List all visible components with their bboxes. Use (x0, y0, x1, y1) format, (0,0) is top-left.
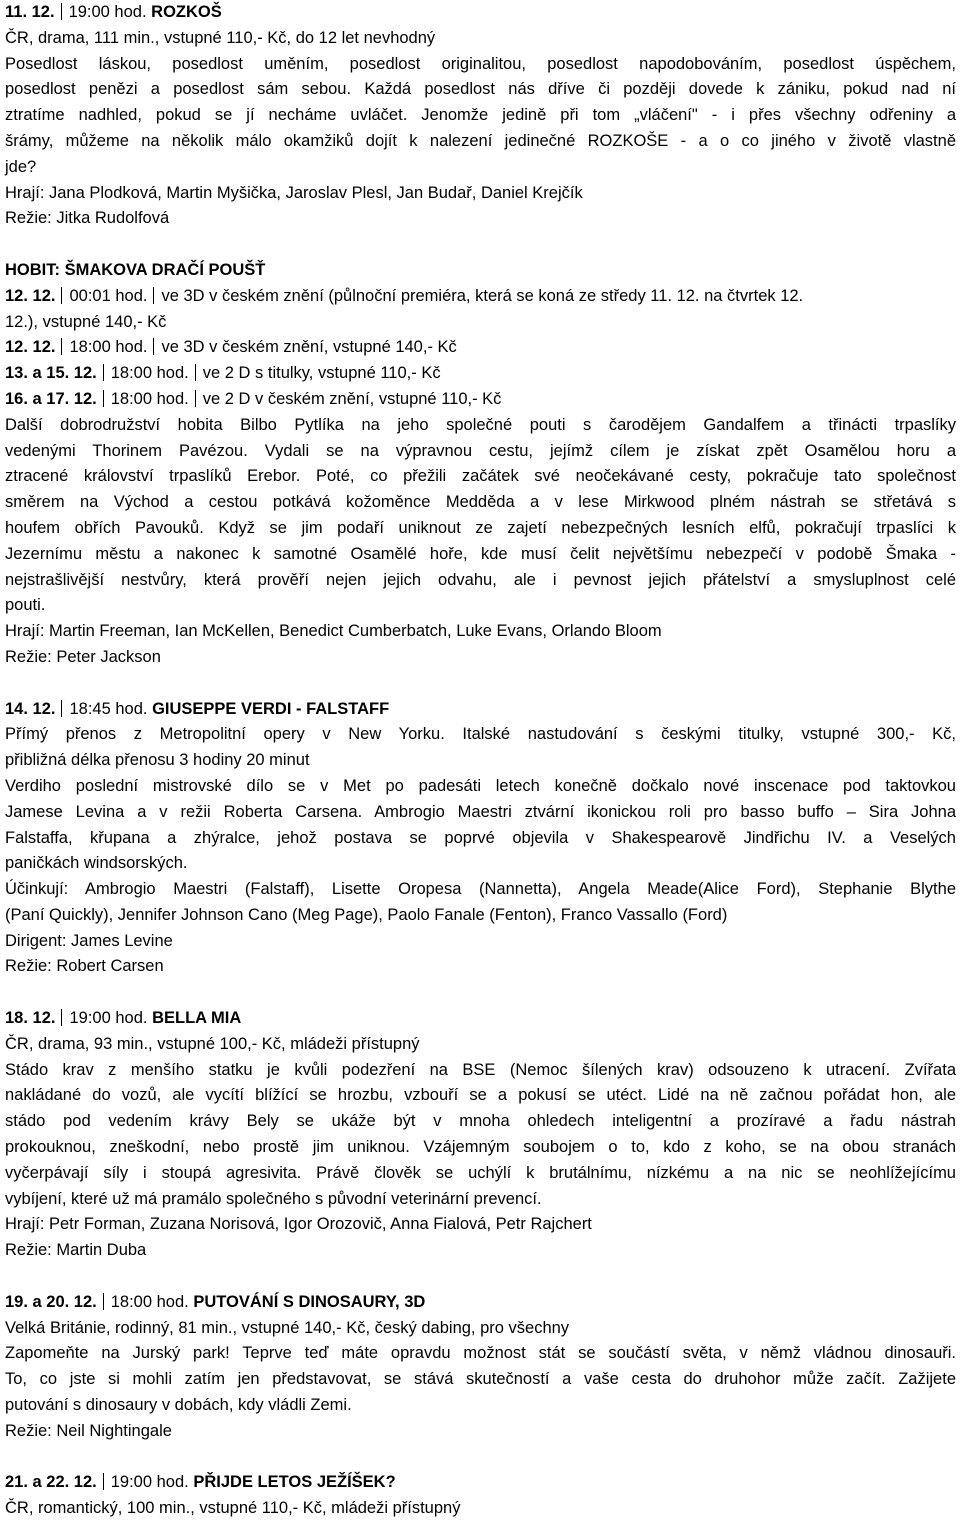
description-line: vyčerpávají síly i stoupá agresivita. Právě člověk se uchýlí k brutálnímu, nízkému a na nic se neohlížejícímu (5, 1163, 956, 1182)
description-line: nakládané do vozů, ale vycítí blížící se hrozbu, vzbouří se a pokusí se utéct. Lidé na ně začnou pořádat hon, ale (5, 1086, 956, 1105)
description-line: přibližná délka přenosu 3 hodiny 20 minut (5, 751, 310, 770)
description-line: ztratíme nadhled, pokud se jí necháme uvláčet. Jenomže jedině při tom „vláčení" - i přes všechny odřeniny a (5, 106, 956, 125)
event-date: 11. 12. (5, 3, 55, 21)
screening-time: 18:00 hod. (69, 338, 148, 357)
description-line: stádo pod vedením krávy Bely se ukáže být v mnoha ohledech inteligentní a prozíravé a řadu nástrah (5, 1112, 956, 1131)
event-heading-dinosaury (5, 1290, 956, 1316)
description-line: prokouknou, zneškodní, nebo prostě jim uniknou. Vzájemným soubojem o to, kdo z koho, se na obou stranách (5, 1138, 956, 1157)
event-meta: ČR, drama, 93 min., vstupné 100,- Kč, mládeži přístupný (5, 1034, 420, 1053)
event-meta: Velká Británie, rodinný, 81 min., vstupné 140,- Kč, český dabing, pro všechny (5, 1318, 570, 1337)
screening-line (5, 387, 956, 413)
separator (103, 364, 104, 381)
screening-note: ve 3D v českém znění (půlnoční premiéra, která se koná ze středy 11. 12. na čtvrtek 12. (161, 286, 804, 305)
screening-date: 13. a 15. 12. (5, 364, 97, 383)
screening-date: 12. 12. (5, 338, 56, 357)
event-title: ROZKOŠ (151, 3, 222, 21)
event-time: 18:45 hod. (69, 699, 148, 718)
description-line: Další dobrodružství hobita Bilbo Pytlíka na jeho společné pouti s čarodějem Gandalfem a třinácti trpaslíky (5, 415, 956, 434)
event-title: HOBIT: ŠMAKOVA DRAČÍ POUŠŤ (5, 260, 266, 279)
screening-time: 18:00 hod. (110, 389, 189, 408)
event-heading-hobit (5, 258, 956, 284)
screening-time: 00:01 hod. (69, 286, 148, 305)
screening-time: 18:00 hod. (110, 364, 189, 383)
event-heading-rozkos (5, 0, 956, 26)
event-heading-jezisek (5, 1470, 956, 1496)
description-line: houfem obřích Pavouků. Když se jim podaří uniknout ze zajetí nebezpečných lesních elfů, pokračují trpaslíci k (5, 518, 956, 537)
description-line: Jamese Levina a v režii Roberta Carsena. Ambrogio Maestri ztvární ikonickou roli pro basso buffo – Sira Johna (5, 802, 956, 821)
event-heading-falstaff (5, 697, 956, 723)
description-line: Jezernímu městu a nakonec k samotné Osamělé hoře, kde musí čelit největšímu nebezpečí v podobě Šmaka - (5, 544, 956, 563)
event-time: 19:00 hod. (68, 3, 147, 21)
separator (195, 364, 196, 381)
description-line: pouti. (5, 596, 46, 615)
description-line: paničkách windsorských. (5, 854, 188, 873)
event-date: 18. 12. (5, 1009, 56, 1028)
separator (153, 338, 154, 355)
separator (61, 3, 62, 20)
screening-note: ve 2 D s titulky, vstupné 110,- Kč (202, 364, 441, 383)
description-line: Přímý přenos z Metropolitní opery v New Yorku. Italské nastudování s českými titulky, vstupné 300,- Kč, (5, 725, 956, 744)
event-heading-bella-mia (5, 1006, 956, 1032)
event-date: 14. 12. (5, 699, 56, 718)
separator (61, 338, 62, 355)
description-line: (Paní Quickly), Jennifer Johnson Cano (Meg Page), Paolo Fanale (Fenton), Franco Vassallo (Ford) (5, 905, 728, 924)
event-meta: ČR, romantický, 100 min., vstupné 110,- Kč, mládeži přístupný (5, 1499, 461, 1518)
screening-date: 16. a 17. 12. (5, 389, 97, 408)
description-line: To, co jste si mohli zatím jen představovat, se stává skutečností a vaše cesta do druhohor může začít. Zažijete (5, 1370, 956, 1389)
separator (61, 700, 62, 717)
event-date: 21. a 22. 12. (5, 1473, 97, 1492)
description-line: ztracené království trpaslíků Erebor. Poté, co přežili začátek své neočekávané cesty, pokračuje tato společnost (5, 467, 956, 486)
screening-date: 12. 12. (5, 286, 56, 305)
description-line: vybíjení, které už má pramálo společného s původní veterinární prevencí. (5, 1189, 542, 1208)
description-line: Stádo krav z menšího statku je kvůli podezření na BSE (Nemoc šílených krav) odsouzeno k utracení. Zvířata (5, 1060, 956, 1079)
event-title: PŘIJDE LETOS JEŽÍŠEK? (193, 1473, 396, 1492)
event-time: 18:00 hod. (110, 1292, 189, 1311)
cast-line: Hrají: Martin Freeman, Ian McKellen, Benedict Cumberbatch, Luke Evans, Orlando Bloom (5, 622, 662, 641)
screening-note: ve 2 D v českém znění, vstupné 110,- Kč (202, 389, 502, 408)
event-meta: ČR, drama, 111 min., vstupné 110,- Kč, do 12 let nevhodný (5, 28, 436, 47)
separator (103, 1473, 104, 1490)
description-line: Verdiho poslední mistrovské dílo se v Met po padesáti letech konečně dočkalo nové inscenace pod taktovkou (5, 776, 956, 795)
description-line: Posedlost láskou, posedlost uměním, posedlost originalitou, posedlost napodobováním, posedlost úspěchem, (5, 54, 956, 73)
screening-line (5, 361, 956, 387)
screening-note: ve 3D v českém znění, vstupné 140,- Kč (161, 338, 457, 357)
event-title: PUTOVÁNÍ S DINOSAURY, 3D (193, 1292, 426, 1311)
separator (103, 390, 104, 407)
director-line: Režie: Jitka Rudolfová (5, 209, 170, 228)
description-line: nejstrašlivější nestvůry, která prověří nejen jejich odvahu, ale i pevnost jejich přátelství a smysluplnost celé (5, 570, 956, 589)
description-line: putování s dinosaury v dobách, kdy vládli Zemi. (5, 1396, 352, 1415)
screening-line (5, 284, 956, 310)
event-date: 19. a 20. 12. (5, 1292, 97, 1311)
separator (195, 390, 196, 407)
description-line: šrámy, můžeme na několik málo okamžiků dojít k nalezení jedinečné ROZKOŠE - a o co jiného v životě vlastně (5, 131, 956, 150)
conductor-line: Dirigent: James Levine (5, 931, 173, 950)
screening-line (5, 335, 956, 361)
event-title: BELLA MIA (152, 1009, 242, 1028)
event-time: 19:00 hod. (69, 1009, 148, 1028)
cast-line: Hrají: Jana Plodková, Martin Myšička, Jaroslav Plesl, Jan Budař, Daniel Krejčík (5, 183, 583, 202)
description-line: Zapomeňte na Jurský park! Teprve teď máte opravdu možnost stát se součástí světa, v němž vládnou dinosauři. (5, 1344, 956, 1363)
separator (61, 287, 62, 304)
cast-line: Hrají: Petr Forman, Zuzana Norisová, Igor Orozovič, Anna Fialová, Petr Rajchert (5, 1215, 592, 1234)
description-line: Falstaffa, křupana a zhýralce, jehož postava se poprvé objevila v Shakespearově Jindřichu IV. a Veselých (5, 828, 956, 847)
description-line: směrem na Východ a cestou potkává kožoměnce Medděda a v lese Mirkwood plném nástrah se střetává s (5, 493, 956, 512)
event-time: 19:00 hod. (110, 1473, 189, 1492)
description-line: posedlost penězi a posedlost sám sebou. Každá posedlost nás dříve či později dovede k zániku, pokud nad ní (5, 80, 956, 99)
screening-line-continued: 12.), vstupné 140,- Kč (5, 312, 167, 331)
event-title: GIUSEPPE VERDI - FALSTAFF (152, 699, 390, 718)
director-line: Režie: Martin Duba (5, 1241, 147, 1260)
separator (103, 1293, 104, 1310)
separator (153, 287, 154, 304)
description-line: vedenými Thorinem Pavézou. Vydali se na výpravnou cestu, jejímž cílem je získat zpět Osamělou horu a (5, 441, 956, 460)
description-line: Účinkují: Ambrogio Maestri (Falstaff), Lisette Oropesa (Nannetta), Angela Meade(Alice Ford), Stephanie Blythe (5, 880, 956, 899)
director-line: Režie: Neil Nightingale (5, 1421, 172, 1440)
description-line: jde? (5, 157, 37, 176)
separator (61, 1009, 62, 1026)
director-line: Režie: Peter Jackson (5, 647, 161, 666)
director-line: Režie: Robert Carsen (5, 957, 164, 976)
